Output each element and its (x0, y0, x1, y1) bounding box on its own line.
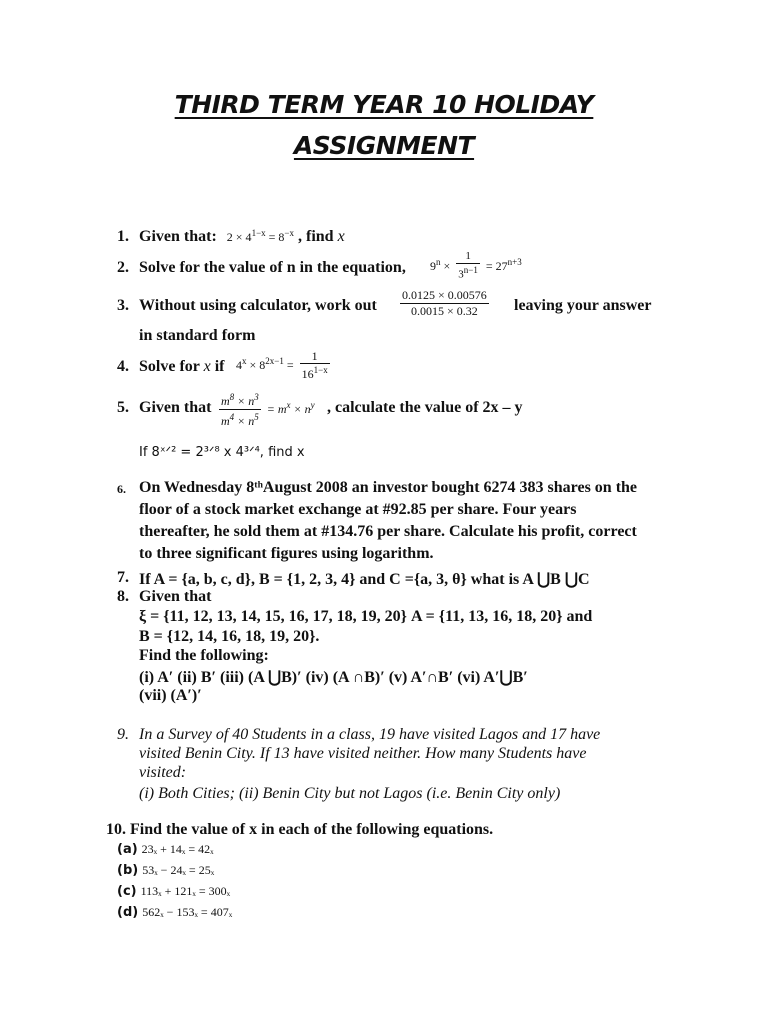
q7-number: 7. (117, 569, 129, 586)
q10-part-d (117, 903, 232, 921)
q10-part-c-equation: 113ₓ + 121ₓ = 300ₓ (140, 884, 231, 898)
q2-number: 2. (117, 259, 129, 276)
q8-line-1: Given that (139, 588, 212, 605)
q7-text: If A = {a, b, c, d}, B = {1, 2, 3, 4} and C ={a, 3, θ} what is A ⋃B ⋃C (139, 571, 590, 588)
q4-pre: Solve for (139, 358, 200, 375)
q8-line-4: Find the following: (139, 647, 269, 664)
q9-line-2: visited Benin City. If 13 have visited neither. How many Students have (139, 745, 587, 762)
q2-label: Solve for the value of n in the equation, (139, 259, 406, 276)
q4-text (139, 358, 224, 376)
q1-post: , find (298, 228, 334, 245)
page-title-line-1: THIRD TERM YEAR 10 HOLIDAY (174, 90, 594, 119)
q9-number: 9. (117, 726, 129, 743)
q6-line-1: On Wednesday 8ᵗʰAugust 2008 an investor bought 6274 383 shares on the (139, 479, 638, 496)
q1-variable: x (337, 228, 345, 245)
q5-pre: Given that (139, 399, 212, 416)
q8-number: 8. (117, 588, 129, 605)
extra-question-text: If 8ˣᐟ² = 2³ᐟ⁸ x 4³ᐟ⁴, find x (139, 445, 305, 460)
q1-text (139, 228, 345, 246)
q9-line-4: (i) Both Cities; (ii) Benin City but not Lagos (i.e. Benin City only) (139, 785, 561, 802)
extra-question (139, 443, 305, 461)
q5-number: 5. (117, 399, 129, 416)
q10-part-c-label: (c) (117, 884, 137, 899)
q10-part-b-equation: 53ₓ − 24ₓ = 25ₓ (142, 863, 215, 877)
q1-number: 1. (117, 228, 129, 245)
q10-part-c (117, 882, 230, 900)
q2-equation: $9^n$ × $\frac{1}{3^{n-1}}$ = $27^{n+3}$ (430, 250, 522, 281)
q9-line-1: In a Survey of 40 Students in a class, 19 have visited Lagos and 17 have (139, 726, 601, 743)
q10-part-d-equation: 562ₓ − 153ₓ = 407ₓ (142, 905, 233, 919)
q8-line-6: (vii) (A′)′ (139, 687, 202, 704)
q10-part-b-label: (b) (117, 863, 139, 878)
q6-line-2: floor of a stock market exchange at #92.85 per share. Four years (139, 501, 577, 518)
q10-part-a-equation: 23ₓ + 14ₓ = 42ₓ (141, 842, 214, 856)
q6-line-3: thereafter, he sold them at #134.76 per share. Calculate his profit, correct (139, 523, 637, 540)
q10-part-d-label: (d) (117, 905, 139, 920)
q8-line-2: ξ = {11, 12, 13, 14, 15, 16, 17, 18, 19, 20} A = {11, 13, 16, 18, 20} and (139, 608, 593, 625)
q8-line-3: B = {12, 14, 16, 18, 19, 20}. (139, 628, 320, 645)
q10-heading: 10. Find the value of x in each of the following equations. (106, 821, 494, 838)
q3-fraction: $\frac{0.0125 \times 0.00576}{0.0015 \times 0.32}$ (402, 288, 487, 318)
q5-equation: $\frac{m^8 \times n^3}{m^4 \times n^5}$ = $m^x \times n^y$ (221, 392, 315, 428)
page-title-line-2: ASSIGNMENT (293, 131, 475, 160)
q3-text-pre: Without using calculator, work out (139, 297, 377, 314)
q9-line-3: visited: (139, 764, 187, 781)
q3-number: 3. (117, 297, 129, 314)
q3-text-post: leaving your answer (514, 297, 652, 314)
q10-part-b (117, 861, 214, 879)
q4-post: if (214, 358, 225, 375)
q1-equation: $2 \times 4^{1-x} = 8^{-x}$ (220, 228, 294, 244)
q10-part-a (117, 840, 214, 858)
q4-equation: $4^x \times 8^{2x-1}$ = $\frac{1}{16^{1-x}}$ (236, 349, 328, 381)
q2-text (139, 259, 406, 277)
q3-text-line2: in standard form (139, 327, 256, 344)
q4-variable: x (203, 358, 211, 375)
q8-line-5: (i) A′ (ii) B′ (iii) (A ⋃B)′ (iv) (A ∩B)′ (v) A′∩B′ (vi) A′⋃B′ (139, 669, 528, 686)
q4-number: 4. (117, 358, 129, 375)
q1-pre: Given that: (139, 228, 217, 245)
q6-number: 6. (117, 482, 126, 496)
q6-line-4: to three significant figures using logarithm. (139, 545, 434, 562)
q10-part-a-label: (a) (117, 842, 138, 857)
q5-post: , calculate the value of 2x – y (327, 399, 523, 416)
